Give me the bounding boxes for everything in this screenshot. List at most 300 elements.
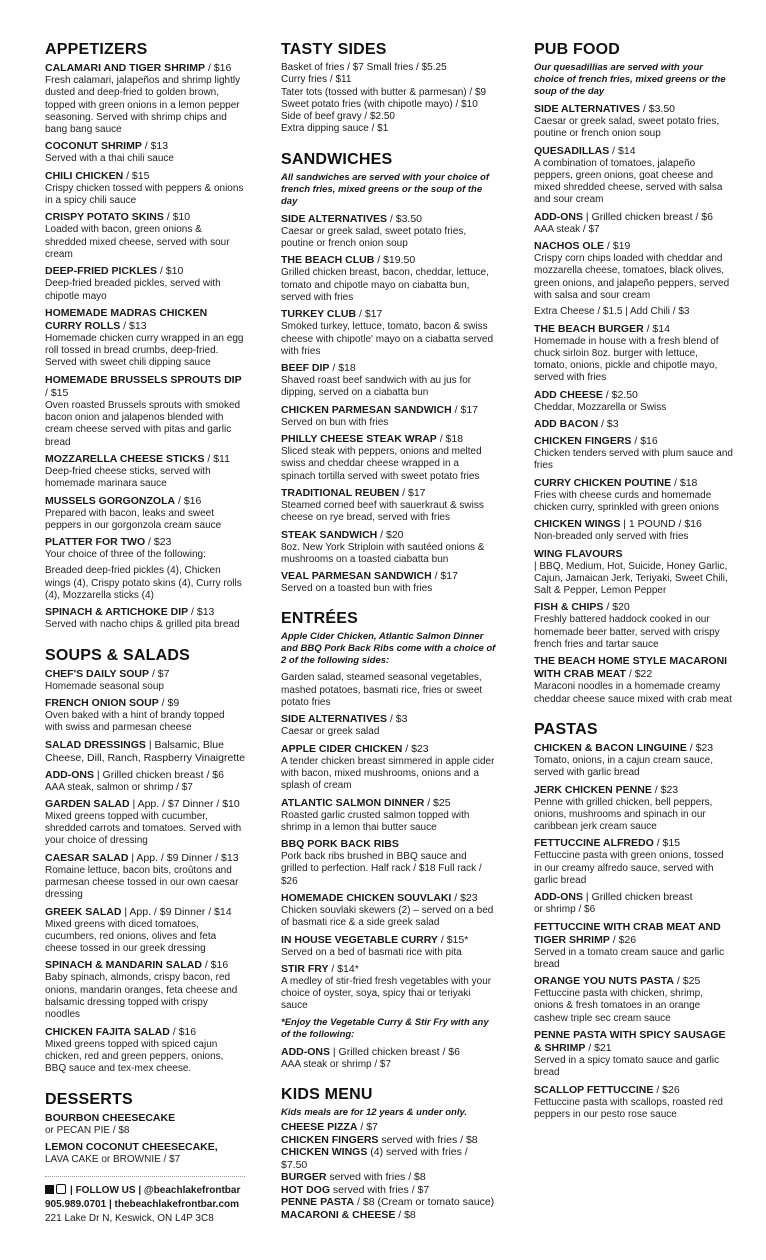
menu-item-title [45, 959, 245, 972]
menu-item-description: Mixed greens topped with spiced cajun chicken, red and green peppers, onions, BBQ sauce and tex-mex cheese. [45, 1038, 224, 1075]
menu-item-description: Deep-fried breaded pickles, served with chipotle mayo [45, 278, 221, 302]
menu-item-name: ORANGE YOU NUTS PASTA [534, 975, 675, 988]
menu-item-title [45, 211, 245, 224]
menu-item-description: Served in a tomato cream sauce and garlic bread [534, 946, 725, 970]
menu-item-title [534, 240, 734, 253]
menu-item-name: COCONUT SHRIMP [45, 140, 142, 153]
soups-salads-list [45, 668, 245, 1076]
menu-item [281, 838, 496, 888]
menu-item-price: / $23 [145, 536, 172, 549]
menu-item-name: SIDE ALTERNATIVES [281, 212, 387, 225]
menu-item-name: STIR FRY [281, 962, 329, 975]
menu-item-description: Served on a toasted bun with fries [281, 583, 433, 595]
kids-item-name: PENNE PASTA [281, 1196, 355, 1209]
menu-item-description: Chicken tenders served with plum sauce and fries [534, 448, 733, 472]
menu-item-title [281, 743, 496, 756]
side-line: Tater tots (tossed with butter & parmesan) / $9 [281, 86, 487, 98]
menu-item [45, 668, 245, 693]
kids-item-name: HOT DOG [281, 1183, 330, 1196]
menu-item-title [45, 852, 245, 865]
menu-item-title [45, 769, 245, 782]
menu-item-title [45, 536, 245, 549]
menu-item [45, 536, 245, 561]
menu-item-name: BOURBON CHEESECAKE [45, 1111, 176, 1124]
menu-item-name: HOMEMADE CHICKEN SOUVLAKI [281, 891, 452, 904]
menu-item [281, 254, 496, 304]
kids-item [281, 1196, 496, 1209]
menu-item-description: Tomato, onions, in a cajun cream sauce, served with garlic bread [534, 754, 713, 779]
menu-item-title [281, 308, 496, 321]
entrees-list [281, 713, 496, 1012]
menu-item-description: Caesar or greek salad, sweet potato fries, poutine or french onion soup [534, 116, 720, 140]
menu-item-price: | App. / $7 Dinner / $10 [129, 797, 240, 810]
menu-item [534, 477, 734, 515]
menu-item [534, 145, 734, 207]
menu-item-description: LAVA CAKE or BROWNIE / $7 [45, 1153, 181, 1165]
menu-item-name: SIDE ALTERNATIVES [534, 103, 640, 115]
menu-item-price: / $18 [671, 476, 698, 489]
menu-item-price: | Grilled chicken breast / $6 [583, 210, 713, 223]
addons-desc: AAA steak or shrimp / $7 [281, 1058, 392, 1070]
kids-item-detail: served with fries / $7 [330, 1183, 430, 1196]
menu-item-description: A tender chicken breast simmered in apple cider with bacon, mixed mushrooms, onions and a splash of cream [281, 755, 495, 792]
menu-item [45, 906, 245, 956]
menu-item [45, 769, 245, 794]
menu-item-title [45, 606, 245, 619]
sandwiches-heading: SANDWICHES [281, 150, 393, 168]
menu-item [534, 921, 734, 972]
menu-item [281, 743, 496, 793]
menu-item-name: CHICKEN FAJITA SALAD [45, 1025, 170, 1038]
menu-item-title [45, 495, 245, 508]
desserts-heading: DESSERTS [45, 1090, 133, 1108]
menu-item-title [45, 62, 245, 75]
menu-item-price: / $10 [157, 265, 184, 278]
kids-item [281, 1134, 496, 1147]
menu-item-description: A combination of tomatoes, jalapeño peppers, green onions, goat cheese and mixed shredded cheese, served with salsa and sour cream [534, 157, 723, 206]
menu-item [45, 697, 245, 735]
menu-item-price: / $18 [436, 433, 464, 446]
menu-item [534, 837, 734, 887]
menu-item-name: ADD-ONS [534, 210, 583, 223]
menu-item-description: 8oz. New York Striploin with sautéed onions & mushrooms on a toasted ciabatta bun [281, 541, 485, 565]
menu-item-description: Baby spinach, almonds, crispy bacon, red onions, mandarin oranges, feta cheese and balsamic dressing topped with crispy noodles [45, 972, 238, 1021]
menu-item [45, 453, 245, 491]
menu-item [45, 1026, 245, 1076]
menu-item [45, 565, 245, 602]
menu-item-price: / $19.50 [374, 254, 416, 267]
menu-item-price: / $20 [603, 601, 630, 614]
menu-item-description: AAA steak / $7 [534, 223, 600, 235]
menu-item-description: Served in a spicy tomato sauce and garlic bread [534, 1055, 720, 1079]
desserts-list [45, 1112, 245, 1167]
menu-item-name: QUESADILLAS [534, 144, 610, 157]
menu-item-price: / $17 [451, 403, 479, 416]
menu-item [45, 307, 245, 370]
menu-item-price: / $3 [386, 713, 408, 726]
menu-item-title [281, 529, 496, 542]
menu-item-name: ADD CHEESE [534, 388, 603, 401]
menu-item-description: Homemade seasonal soup [45, 680, 164, 692]
menu-item-name: CHILI CHICKEN [45, 169, 124, 182]
menu-item-description: Caesar or greek salad [281, 726, 380, 738]
menu-item [281, 713, 496, 738]
tasty-sides-list [281, 62, 496, 136]
menu-item-price: / $17 [431, 570, 458, 583]
menu-item-description: Homemade in house with a fresh blend of chuck sirloin 8oz. burger with lettuce, tomato, onions, pickle and chipotle mayo, served with fries [534, 335, 719, 384]
menu-item-name: ATLANTIC SALMON DINNER [281, 796, 425, 809]
menu-item-description: Roasted garlic crusted salmon topped with shrimp in a lemon thai butter sauce [281, 809, 470, 833]
menu-item-title [45, 697, 245, 710]
menu-item [45, 265, 245, 303]
menu-item-name: CALAMARI AND TIGER SHRIMP [45, 62, 206, 74]
menu-item-description: Shaved roast beef sandwich with au jus for dipping, served on a ciabatta bun [281, 375, 472, 399]
kids-item-detail: (4) served with fries / $7.50 [281, 1146, 468, 1171]
menu-item-name: IN HOUSE VEGETABLE CURRY [281, 933, 438, 946]
menu-item-name: DEEP-FRIED PICKLES [45, 265, 158, 278]
column-right [534, 40, 734, 1125]
menu-item [534, 975, 734, 1025]
menu-item-description: Oven baked with a hint of brandy topped with swiss and parmesan cheese [45, 709, 225, 734]
menu-item-description: | BBQ, Medium, Hot, Suicide, Honey Garlic, Cajun, Jamaican Jerk, Teriyaki, Sweet Chili, Salt & Pepper, Lemon Pepper [534, 560, 728, 597]
menu-item-title [534, 891, 734, 904]
menu-item-name: VEAL PARMESAN SANDWICH [281, 570, 432, 583]
menu-item-title [534, 323, 734, 336]
menu-item-title [281, 892, 496, 905]
menu-item-price: / $7 [149, 667, 170, 680]
menu-item-name: CHICKEN PARMESAN SANDWICH [281, 403, 452, 416]
menu-item [281, 797, 496, 835]
menu-item-title [281, 838, 496, 851]
menu-item-price: / $2.50 [602, 388, 638, 401]
appetizers-list [45, 62, 245, 632]
menu-item-name: CHICKEN FINGERS [534, 435, 632, 448]
menu-item-description: Sliced steak with peppers, onions and melted swiss and cheddar cheese wrapped in a spinach tortilla served with sweet potato fries [281, 446, 482, 482]
menu-item-description: Served on a bed of basmati rice with pita [281, 946, 462, 958]
menu-item-name: SCALLOP FETTUCCINE [534, 1083, 654, 1096]
menu-item-name: APPLE CIDER CHICKEN [281, 742, 403, 755]
menu-item-description: Crispy chicken tossed with peppers & onions in a spicy chili sauce [45, 182, 244, 207]
menu-item-title [534, 975, 734, 988]
menu-item [534, 435, 734, 473]
side-line: Basket of fries / $7 Small fries / $5.25 [281, 62, 447, 73]
menu-item-title [45, 1026, 245, 1039]
menu-item-name: BBQ PORK BACK RIBS [281, 838, 399, 851]
menu-item-name: FETTUCCINE ALFREDO [534, 837, 654, 850]
menu-item-title [534, 389, 734, 402]
menu-item-price: / $17 [399, 486, 426, 499]
menu-item-name: ADD-ONS [45, 768, 94, 781]
kids-item-detail: / $8 [395, 1208, 416, 1221]
menu-item-title [281, 934, 496, 947]
menu-item-description: Breaded deep-fried pickles (4), Chicken wings (4), Crispy potato skins (4), Curry rolls (4), Mozzarella sticks (4) [45, 565, 242, 602]
menu-item-price: / $16 [631, 435, 658, 448]
menu-item-name: CHICKEN WINGS [534, 518, 621, 531]
menu-item-price: / $14 [609, 144, 636, 157]
menu-item-name: THE BEACH HOME STYLE MACARONI WITH CRAB MEAT [534, 655, 728, 681]
menu-item-description: Steamed corned beef with sauerkraut & swiss cheese on rye bread, served with fries [281, 499, 484, 524]
menu-item [45, 140, 245, 165]
entrees-addons [281, 1046, 496, 1071]
menu-item-title [534, 145, 734, 158]
soups-salads-heading: SOUPS & SALADS [45, 646, 191, 664]
menu-item-description: Grilled chicken breast, bacon, cheddar, lettuce, tomato and chipotle mayo on ciabatta bun, served with fries [281, 267, 489, 303]
menu-item-title [534, 518, 734, 531]
menu-item-name: SPINACH & MANDARIN SALAD [45, 959, 202, 972]
kids-intro: Kids meals are for 12 years & under only. [281, 1107, 468, 1119]
menu-item [281, 213, 496, 251]
menu-item-name: NACHOS OLE [534, 240, 605, 253]
menu-item-price: / $15 [123, 169, 150, 182]
menu-item-title [534, 742, 734, 755]
tasty-sides-heading: TASTY SIDES [281, 41, 387, 58]
menu-item-price: / $19 [604, 240, 631, 253]
menu-item-price: / $15 [653, 837, 681, 850]
menu-item [281, 892, 496, 930]
menu-item [45, 739, 245, 765]
menu-item-title [45, 1112, 245, 1125]
menu-item-price: / $13 [141, 140, 169, 153]
menu-item-title [281, 963, 496, 976]
menu-item [534, 601, 734, 651]
menu-item-title [45, 739, 245, 765]
menu-item-name: HOMEMADE BRUSSELS SPROUTS DIP [45, 373, 242, 386]
menu-item-title [281, 713, 496, 726]
side-line: Side of beef gravy / $2.50 [281, 111, 395, 123]
menu-item-title [534, 601, 734, 614]
kids-item-name: CHEESE PIZZA [281, 1121, 358, 1134]
menu-item-title [45, 906, 245, 919]
menu-item-price: / $3.50 [386, 212, 423, 225]
addons-price: | Grilled chicken breast / $6 [330, 1045, 460, 1058]
menu-item-description: Deep-fried cheese sticks, served with homemade marinara sauce [45, 465, 211, 490]
appetizers-heading: APPETIZERS [45, 41, 148, 58]
menu-item-name: CURRY CHICKEN POUTINE [534, 476, 672, 489]
menu-item-price: / $14 [643, 322, 670, 335]
menu-item [281, 934, 496, 959]
side-line: Curry fries / $11 [281, 74, 352, 86]
menu-item [281, 570, 496, 595]
menu-item-description: Penne with grilled chicken, bell peppers, onions, mushrooms and spinach in our caribbean jerk cream sauce [534, 796, 713, 833]
menu-item [534, 211, 734, 236]
menu-item-name: STEAK SANDWICH [281, 528, 378, 541]
menu-item-name: SIDE ALTERNATIVES [281, 713, 387, 726]
menu-item-title [45, 140, 245, 153]
footer-divider [45, 1176, 245, 1177]
menu-item-name: FRENCH ONION SOUP [45, 696, 159, 709]
menu-item-title [45, 307, 245, 333]
menu-item-price: | App. / $9 Dinner / $14 [121, 905, 232, 918]
menu-item-name: THE BEACH CLUB [281, 254, 375, 267]
menu-item [281, 529, 496, 567]
menu-item-name: HOMEMADE MADRAS CHICKEN CURRY ROLLS [45, 306, 208, 332]
sandwiches-intro: All sandwiches are served with your choice of french fries, mixed greens or the soup of the day [281, 171, 490, 207]
menu-item-description: Served with a thai chili sauce [45, 153, 174, 165]
kids-item-name: BURGER [281, 1171, 327, 1184]
menu-item-name: CHICKEN & BACON LINGUINE [534, 741, 687, 754]
menu-item-title [281, 254, 496, 267]
menu-item-price: / $14* [328, 962, 359, 975]
side-line: Extra dipping sauce / $1 [281, 123, 389, 135]
facebook-icon [45, 1185, 54, 1194]
menu-item-description: Fettuccine pasta with scallops, roasted red peppers in our pesto rose sauce [534, 1096, 723, 1120]
menu-item-name: TURKEY CLUB [281, 308, 357, 321]
menu-item-title [534, 921, 734, 947]
menu-item [534, 1029, 734, 1080]
menu-item-name: MOZZARELLA CHEESE STICKS [45, 452, 205, 465]
menu-item-name: SALAD DRESSINGS [45, 738, 146, 751]
kids-item-detail: served with fries / $8 [326, 1171, 426, 1184]
menu-item [45, 495, 245, 533]
menu-item-description: Pork back ribs brushed in BBQ sauce and grilled to perfection. Half rack / $18 Full rack / $26 [281, 851, 482, 887]
menu-item-title [534, 211, 734, 224]
address: 221 Lake Dr N, Keswick, ON L4P 3C8 [45, 1213, 214, 1225]
menu-item-description: Cheddar, Mozzarella or Swiss [534, 401, 667, 413]
menu-item [534, 655, 734, 706]
menu-item-description: Crispy corn chips loaded with cheddar and mozzarella cheese, tomatoes, black olives, green onions, and jalapeño peppers, served with salsa and sour cream [534, 253, 730, 301]
menu-item-description: A medley of stir-fried fresh vegetables with your choice of oyster, soya, spicy thai or teriyaki sauce [281, 975, 492, 1012]
menu-item-title [534, 1084, 734, 1097]
menu-item [45, 959, 245, 1021]
pastas-heading: PASTAS [534, 720, 598, 738]
menu-item-price: / $15 [45, 386, 69, 399]
menu-item-title [281, 570, 496, 583]
column-middle [281, 40, 496, 1221]
menu-item-description: or shrimp / $6 [534, 904, 596, 916]
kids-item [281, 1171, 496, 1184]
menu-item-description: or PECAN PIE / $8 [45, 1124, 130, 1136]
menu-item-description: Oven roasted Brussels sprouts with smoked bacon onion and jalapenos blended with cream cheese served with pitas and garlic bread [45, 399, 241, 448]
menu-item [45, 852, 245, 902]
menu-item-title [534, 477, 734, 490]
kids-list [281, 1121, 496, 1221]
side-line: Sweet potato fries (with chipotle mayo) / $10 [281, 98, 478, 110]
menu-item-title [534, 435, 734, 448]
menu-item [45, 62, 245, 136]
menu-item-name: CHEF'S DAILY SOUP [45, 667, 150, 680]
menu-item [534, 306, 734, 318]
menu-item-title [281, 433, 496, 446]
menu-item-name: PLATTER FOR TWO [45, 536, 146, 549]
menu-item-title [45, 265, 245, 278]
menu-item [534, 548, 734, 598]
follow-us-text: | FOLLOW US | @beachlakefrontbar [70, 1185, 241, 1197]
menu-item-price: / $16 [205, 62, 232, 74]
menu-item-price: / $23 [651, 783, 679, 796]
menu-item-name: LEMON COCONUT CHEESECAKE, [45, 1140, 218, 1153]
menu-item-title [281, 797, 496, 810]
menu-item-name: MUSSELS GORGONZOLA [45, 494, 176, 507]
entrees-note: *Enjoy the Vegetable Curry & Stir Fry with any of the following: [281, 1016, 489, 1040]
menu-item [45, 1112, 245, 1137]
menu-item-price: / $11 [204, 452, 230, 465]
menu-item [45, 211, 245, 261]
menu-item-title [534, 418, 734, 431]
menu-item-name: FETTUCCINE WITH CRAB MEAT AND TIGER SHRIMP [534, 920, 721, 946]
entrees-intro: Apple Cider Chicken, Atlantic Salmon Dinner and BBQ Pork Back Ribs come with a choice of 2 of the following sides: [281, 631, 496, 667]
menu-item [534, 784, 734, 834]
menu-item-description: Served with nacho chips & grilled pita bread [45, 619, 240, 631]
menu-item-description: Freshly battered haddock cooked in our homemade beer batter, served with crispy french fries and tartar sauce [534, 614, 720, 651]
kids-item [281, 1184, 496, 1197]
menu-item-price: / $15* [437, 933, 469, 946]
pub-food-heading: PUB FOOD [534, 41, 621, 58]
menu-item-price: / $22 [625, 668, 653, 681]
menu-item [45, 798, 245, 848]
menu-item-description: Fries with cheese curds and homemade chicken curry, sprinkled with green onions [534, 489, 719, 513]
menu-item-description: Smoked turkey, lettuce, tomato, bacon & swiss cheese with chipotle' mayo on a ciabatta served with fries [281, 321, 494, 357]
menu-item-name: GREEK SALAD [45, 905, 122, 918]
menu-item-price: / $20 [377, 528, 404, 541]
menu-item-description: Fresh calamari, jalapeños and shrimp lightly dusted and deep-fried to golden brown, topped with green onions in a lemon pepper seasoning. Served with shrimp chips and bang bang sauce [45, 75, 241, 136]
menu-item-price: / $21 [585, 1042, 612, 1055]
menu-item-name: PENNE PASTA WITH SPICY SAUSAGE & SHRIMP [534, 1029, 726, 1055]
menu-item-description: Homemade chicken curry wrapped in an egg roll tossed in bread crumbs, deep-fried. Served with sweet chili dipping sauce [45, 332, 244, 369]
kids-item-detail: / $8 (Cream or tomato sauce) [354, 1196, 495, 1209]
menu-item-price: / $13 [188, 606, 215, 619]
menu-item-name: FISH & CHIPS [534, 601, 604, 614]
kids-item [281, 1146, 496, 1171]
menu-item [534, 1084, 734, 1122]
menu-item-price: / $25 [674, 975, 701, 988]
menu-item-name: SPINACH & ARTICHOKE DIP [45, 606, 189, 619]
kids-item [281, 1209, 496, 1222]
menu-item-price: / $3 [598, 418, 619, 431]
menu-item-description: Non-breaded only served with fries [534, 531, 689, 543]
menu-item-price: / $17 [356, 308, 383, 321]
addons-name: ADD-ONS [281, 1045, 330, 1058]
pub-food-list [534, 103, 734, 706]
menu-item-price: | Grilled chicken breast [583, 891, 693, 904]
menu-item-price: / $9 [158, 696, 180, 709]
menu-item-description: Maraconi noodles in a homemade creamy cheddar cheese sauce mixed with crab meat [534, 681, 732, 705]
footer [45, 1184, 245, 1226]
menu-item [534, 240, 734, 302]
menu-item-price: / $10 [163, 211, 191, 224]
entrees-heading: ENTRÉES [281, 610, 358, 628]
menu-item-price: | Grilled chicken breast / $6 [94, 768, 224, 781]
pastas-list [534, 742, 734, 1121]
menu-item-description: Your choice of three of the following: [45, 549, 206, 561]
menu-item-description: Caesar or greek salad, sweet potato fries, poutine or french onion soup [281, 225, 467, 250]
menu-item-title [281, 213, 496, 226]
menu-item [281, 404, 496, 429]
menu-item-description: Fettuccine pasta with chicken, shrimp, onions & fresh tomatoes in an orange cashew triple sec cream sauce [534, 988, 703, 1024]
menu-item [534, 518, 734, 543]
pub-food-intro: Our quesadillias are served with your choice of french fries, mixed greens or the soup of the day [534, 62, 726, 97]
menu-item-name: WING FLAVOURS [534, 547, 623, 560]
kids-item-name: MACARONI & CHEESE [281, 1208, 396, 1221]
kids-item [281, 1121, 496, 1134]
kids-item-name: CHICKEN FINGERS [281, 1133, 379, 1146]
menu-item-description: Served on bun with fries [281, 416, 389, 428]
menu-item-price: / $18 [329, 362, 356, 375]
menu-item-title [45, 798, 245, 811]
menu-item-description: Mixed greens with diced tomatoes, cucumbers, red onions, olives and feta cheese tossed in our greek dressing [45, 918, 217, 955]
menu-item [534, 103, 734, 141]
menu-item-title [534, 655, 734, 681]
menu-item-description: Extra Cheese / $1.5 | Add Chili / $3 [534, 306, 690, 318]
menu-item-price: / $26 [653, 1083, 680, 1096]
menu-item-description: Fettuccine pasta with green onions, tossed in our creamy alfredo sauce, served with garlic bread [534, 850, 724, 886]
menu-item [45, 606, 245, 631]
menu-item-name: JERK CHICKEN PENNE [534, 783, 652, 796]
menu-item-price: / $26 [609, 933, 637, 946]
menu-item-title [281, 487, 496, 500]
instagram-icon [56, 1184, 66, 1194]
menu-item-name: THE BEACH BURGER [534, 322, 644, 335]
menu-item-name: ADD BACON [534, 418, 599, 431]
